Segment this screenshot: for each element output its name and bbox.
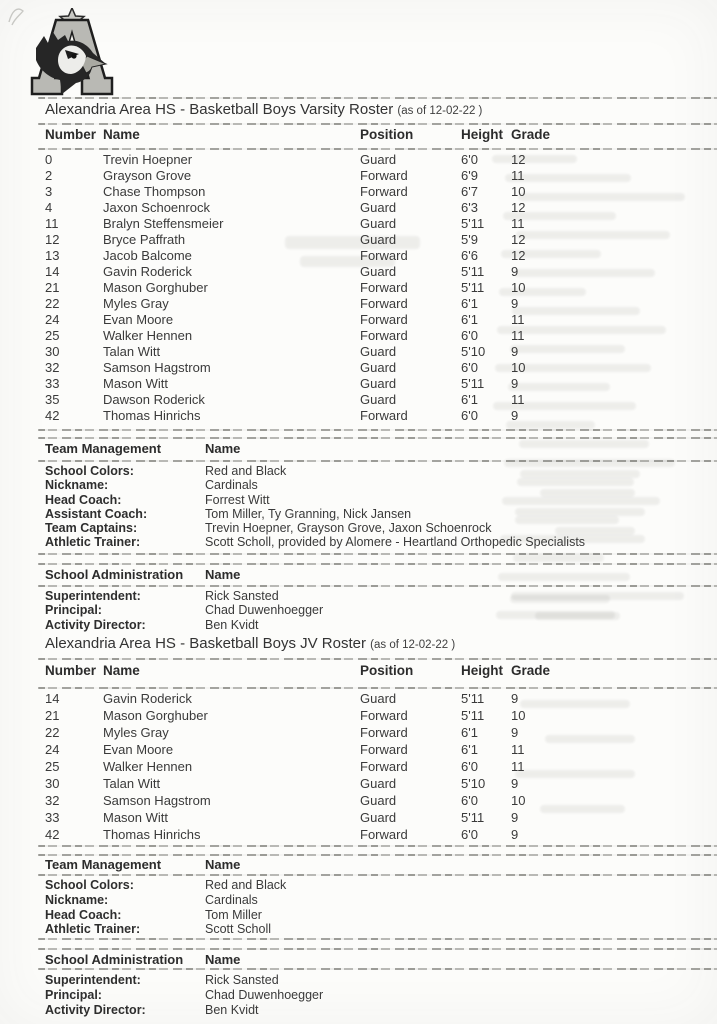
player-height: 5'11 — [461, 691, 485, 706]
bleed-through-line — [540, 489, 635, 497]
player-position: Guard — [360, 360, 397, 375]
player-number: 30 — [45, 344, 60, 359]
column-header-grade: Grade — [511, 663, 551, 678]
player-number: 32 — [45, 360, 60, 375]
player-height: 5'11 — [461, 708, 485, 723]
player-number: 11 — [45, 216, 59, 231]
player-height: 5'10 — [461, 344, 486, 359]
player-position: Forward — [360, 168, 408, 183]
player-height: 5'11 — [461, 280, 485, 295]
player-height: 6'0 — [461, 360, 478, 375]
bleed-through-line — [515, 770, 635, 778]
divider-line — [38, 938, 717, 940]
player-grade: 12 — [511, 248, 526, 263]
player-position: Guard — [360, 200, 397, 215]
info-label: Superintendent: — [45, 973, 141, 987]
player-name: Thomas Hinrichs — [103, 408, 201, 423]
info-value: Forrest Witt — [205, 492, 270, 507]
player-position: Forward — [360, 280, 408, 295]
column-header-height: Height — [461, 127, 503, 142]
player-height: 5'11 — [461, 216, 485, 231]
player-grade: 9 — [511, 296, 519, 311]
info-value: Rick Sansted — [205, 973, 279, 987]
jv-title-text: Alexandria Area HS - Basketball Boys JV Roster — [45, 635, 366, 652]
player-number: 24 — [45, 742, 60, 757]
jv-administration-header — [0, 952, 240, 967]
divider-line — [38, 687, 717, 689]
player-number: 22 — [45, 725, 60, 740]
bleed-through-line — [513, 554, 604, 562]
management-header-name: Name — [205, 857, 241, 872]
player-name: Jaxon Schoenrock — [103, 200, 210, 215]
player-number: 25 — [45, 759, 60, 774]
player-grade: 9 — [511, 827, 519, 842]
player-grade: 10 — [511, 360, 526, 375]
info-label: Activity Director: — [45, 1002, 146, 1017]
player-name: Samson Hagstrom — [103, 360, 211, 375]
jv-management-header — [0, 857, 240, 872]
player-height: 5'10 — [461, 776, 486, 791]
player-number: 25 — [45, 328, 60, 343]
management-header-name: Name — [205, 441, 241, 456]
varsity-as-of-date: (as of 12-02-22 ) — [397, 105, 483, 117]
bleed-through-line — [495, 364, 651, 372]
player-grade: 11 — [511, 392, 525, 407]
bleed-through-line — [510, 345, 625, 353]
administration-header-title: School Administration — [45, 567, 184, 582]
player-position: Guard — [360, 810, 397, 825]
info-value: Chad Duwenhoegger — [205, 987, 324, 1002]
info-row — [0, 893, 717, 908]
player-grade: 10 — [511, 184, 526, 199]
player-name: Mason Witt — [103, 376, 169, 391]
info-value: Chad Duwenhoegger — [205, 603, 324, 618]
player-grade: 9 — [511, 408, 519, 423]
jv-administration-rows — [0, 973, 717, 1017]
player-height: 6'9 — [461, 168, 478, 183]
player-number: 21 — [45, 280, 60, 295]
player-number: 32 — [45, 793, 60, 808]
player-grade: 10 — [511, 708, 526, 723]
administration-header-name: Name — [205, 567, 241, 582]
player-grade: 10 — [511, 280, 526, 295]
player-name: Walker Hennen — [103, 328, 193, 343]
info-value: Ben Kvidt — [205, 1002, 259, 1017]
info-label: Assistant Coach: — [45, 506, 148, 521]
bleed-through-line — [515, 516, 619, 524]
jv-roster-rows — [0, 690, 717, 843]
player-name: Mason Witt — [103, 810, 169, 825]
player-height: 6'0 — [461, 827, 478, 842]
bleed-through-line — [517, 478, 634, 486]
player-name: Dawson Roderick — [103, 392, 205, 407]
info-value: Tom Miller, Ty Granning, Nick Jansen — [205, 506, 412, 521]
bleed-through-line — [515, 508, 645, 516]
varsity-administration-header — [0, 567, 240, 582]
roster-row — [0, 280, 717, 296]
divider-line — [38, 553, 717, 555]
bleed-through-line — [540, 805, 625, 813]
player-number: 30 — [45, 776, 60, 791]
player-number: 42 — [45, 827, 60, 842]
player-number: 2 — [45, 168, 53, 183]
info-label: Athletic Trainer: — [45, 922, 141, 937]
roster-row — [0, 826, 717, 843]
player-position: Forward — [360, 725, 408, 740]
column-header-position: Position — [360, 127, 414, 142]
player-position: Forward — [360, 708, 408, 723]
bleed-through-line — [505, 174, 631, 182]
bleed-through-line — [555, 527, 635, 535]
player-height: 6'0 — [461, 152, 478, 167]
bleed-through-line — [535, 612, 620, 620]
bleed-through-line — [518, 193, 685, 201]
bleed-through-line — [502, 497, 660, 505]
divider-line — [38, 563, 717, 565]
player-grade: 10 — [511, 793, 526, 808]
player-height: 6'0 — [461, 759, 478, 774]
player-name: Trevin Hoepner — [103, 152, 193, 167]
bleed-through-line — [285, 236, 420, 249]
player-number: 21 — [45, 708, 60, 723]
roster-row — [0, 741, 717, 758]
player-name: Gavin Roderick — [103, 691, 192, 706]
player-grade: 11 — [511, 759, 525, 774]
player-grade: 12 — [511, 232, 526, 247]
bleed-through-line — [501, 250, 601, 258]
info-row — [0, 988, 717, 1003]
player-position: Guard — [360, 392, 397, 407]
info-value: Cardinals — [205, 478, 258, 493]
jv-roster-title — [45, 635, 455, 652]
column-header-name: Name — [103, 663, 140, 678]
info-value: Rick Sansted — [205, 589, 279, 603]
player-name: Talan Witt — [103, 344, 161, 359]
info-value: Ben Kvidt — [205, 617, 259, 632]
info-value: Scott Scholl — [205, 922, 272, 937]
player-grade: 11 — [511, 216, 525, 231]
player-name: Samson Hagstrom — [103, 793, 211, 808]
player-position: Forward — [360, 184, 408, 199]
varsity-table-header — [0, 127, 550, 142]
info-label: Nickname: — [45, 892, 109, 907]
info-value: Red and Black — [205, 464, 287, 478]
bleed-through-line — [499, 288, 586, 296]
player-height: 6'3 — [461, 200, 478, 215]
player-number: 12 — [45, 232, 60, 247]
info-value: Trevin Hoepner, Grayson Grove, Jaxon Schoenrock — [205, 521, 492, 536]
player-height: 5'11 — [461, 264, 485, 279]
player-height: 6'6 — [461, 248, 478, 263]
player-grade: 11 — [511, 312, 525, 327]
bleed-through-line — [492, 155, 577, 163]
player-name: Talan Witt — [103, 776, 161, 791]
info-value: Cardinals — [205, 892, 258, 907]
player-number: 0 — [45, 152, 53, 167]
divider-line — [38, 968, 717, 970]
roster-row — [0, 707, 717, 724]
bleed-through-line — [545, 735, 635, 743]
player-height: 6'7 — [461, 184, 478, 199]
player-grade: 9 — [511, 776, 519, 791]
player-grade: 9 — [511, 691, 519, 706]
player-height: 6'1 — [461, 296, 478, 311]
player-height: 5'11 — [461, 376, 485, 391]
bleed-through-line — [516, 231, 670, 239]
management-header-title: Team Management — [45, 857, 162, 872]
player-height: 5'9 — [461, 232, 478, 247]
player-position: Forward — [360, 827, 408, 842]
player-grade: 9 — [511, 344, 519, 359]
administration-header-title: School Administration — [45, 952, 184, 967]
info-label: Activity Director: — [45, 617, 146, 632]
jv-management-rows — [0, 878, 717, 937]
bleed-through-line — [520, 700, 630, 708]
bleed-through-line — [506, 421, 595, 429]
bleed-through-line — [503, 212, 616, 220]
player-name: Evan Moore — [103, 312, 174, 327]
bleed-through-line — [504, 459, 675, 467]
administration-header-name: Name — [205, 952, 241, 967]
info-value: Red and Black — [205, 878, 287, 892]
player-grade: 9 — [511, 264, 519, 279]
player-height: 6'0 — [461, 408, 478, 423]
player-height: 6'0 — [461, 328, 478, 343]
info-label: School Colors: — [45, 878, 134, 892]
player-name: Mason Gorghuber — [103, 708, 208, 723]
player-position: Forward — [360, 408, 408, 423]
bleed-through-line — [300, 256, 395, 267]
info-value: Tom Miller — [205, 907, 262, 922]
player-position: Forward — [360, 759, 408, 774]
player-name: Chase Thompson — [103, 184, 206, 199]
info-row — [0, 908, 717, 923]
info-label: Superintendent: — [45, 589, 141, 603]
player-number: 3 — [45, 184, 53, 199]
column-header-number: Number — [45, 127, 97, 142]
divider-line — [38, 97, 717, 99]
player-position: Guard — [360, 376, 397, 391]
player-name: Mason Gorghuber — [103, 280, 208, 295]
player-height: 6'1 — [461, 725, 478, 740]
player-name: Bralyn Steffensmeier — [103, 216, 224, 231]
player-grade: 11 — [511, 742, 525, 757]
column-header-height: Height — [461, 663, 503, 678]
player-number: 14 — [45, 691, 60, 706]
divider-line — [38, 948, 717, 950]
player-position: Guard — [360, 691, 397, 706]
player-name: Myles Gray — [103, 725, 169, 740]
player-name: Myles Gray — [103, 296, 169, 311]
player-name: Jacob Balcome — [103, 248, 192, 263]
player-position: Guard — [360, 152, 397, 167]
info-label: Head Coach: — [45, 907, 122, 922]
divider-line — [38, 123, 717, 125]
player-number: 33 — [45, 376, 60, 391]
info-row — [0, 1003, 717, 1018]
player-number: 42 — [45, 408, 60, 423]
player-position: Guard — [360, 216, 397, 231]
player-name: Walker Hennen — [103, 759, 193, 774]
player-name: Grayson Grove — [103, 168, 192, 183]
varsity-roster-title — [45, 101, 482, 118]
bleed-through-line — [500, 535, 645, 543]
bleed-through-line — [519, 440, 649, 448]
column-header-position: Position — [360, 663, 414, 678]
player-name: Gavin Roderick — [103, 264, 192, 279]
column-header-grade: Grade — [511, 127, 551, 142]
bleed-through-line — [493, 402, 636, 410]
player-position: Forward — [360, 328, 408, 343]
info-label: Principal: — [45, 603, 102, 618]
info-label: School Colors: — [45, 464, 134, 478]
player-height: 6'0 — [461, 793, 478, 808]
player-grade: 9 — [511, 810, 519, 825]
roster-row — [0, 152, 717, 168]
management-header-title: Team Management — [45, 441, 162, 456]
varsity-title-text: Alexandria Area HS - Basketball Boys Varsity Roster — [45, 101, 394, 118]
jv-as-of-date: (as of 12-02-22 ) — [370, 639, 456, 651]
player-number: 22 — [45, 296, 60, 311]
divider-line — [38, 148, 717, 150]
info-label: Nickname: — [45, 478, 109, 493]
bleed-through-line — [508, 383, 610, 391]
player-name: Bryce Paffrath — [103, 232, 186, 247]
divider-line — [38, 854, 717, 856]
player-position: Forward — [360, 248, 408, 263]
player-number: 24 — [45, 312, 60, 327]
player-number: 33 — [45, 810, 60, 825]
column-header-name: Name — [103, 127, 140, 142]
info-label: Principal: — [45, 987, 102, 1002]
player-number: 13 — [45, 248, 60, 263]
player-height: 6'1 — [461, 742, 478, 757]
bleed-through-line — [514, 269, 655, 277]
divider-line — [38, 658, 717, 660]
cardinals-a-logo — [20, 8, 124, 100]
player-grade: 11 — [511, 168, 525, 183]
info-value: Scott Scholl, provided by Alomere - Heartland Orthopedic Specialists — [205, 535, 586, 550]
info-label: Head Coach: — [45, 492, 122, 507]
player-number: 4 — [45, 200, 53, 215]
divider-line — [38, 429, 717, 431]
bleed-through-line — [497, 326, 666, 334]
player-name: Evan Moore — [103, 742, 174, 757]
player-position: Forward — [360, 742, 408, 757]
player-grade: 12 — [511, 200, 526, 215]
divider-line — [38, 874, 717, 876]
info-row — [0, 922, 717, 937]
player-number: 35 — [45, 392, 60, 407]
player-height: 5'11 — [461, 810, 485, 825]
player-position: Guard — [360, 232, 397, 247]
player-name: Thomas Hinrichs — [103, 827, 201, 842]
player-position: Guard — [360, 344, 397, 359]
bleed-through-line — [520, 470, 640, 478]
player-position: Forward — [360, 312, 408, 327]
player-position: Forward — [360, 296, 408, 311]
column-header-number: Number — [45, 663, 97, 678]
bleed-through-line — [510, 595, 610, 603]
divider-line — [38, 845, 717, 847]
varsity-management-header — [0, 441, 240, 456]
roster-row — [0, 408, 717, 424]
player-position: Guard — [360, 776, 397, 791]
player-grade: 11 — [511, 328, 525, 343]
player-height: 6'1 — [461, 312, 478, 327]
player-grade: 12 — [511, 152, 526, 167]
info-label: Team Captains: — [45, 521, 138, 536]
bleed-through-line — [498, 573, 630, 581]
jv-table-header — [0, 663, 550, 678]
info-label: Athletic Trainer: — [45, 535, 141, 550]
divider-line — [38, 585, 717, 587]
player-number: 14 — [45, 264, 60, 279]
player-grade: 9 — [511, 376, 519, 391]
player-height: 6'1 — [461, 392, 478, 407]
divider-line — [38, 437, 717, 439]
info-row — [0, 878, 717, 893]
player-position: Guard — [360, 793, 397, 808]
info-row — [0, 973, 717, 988]
player-position: Guard — [360, 264, 397, 279]
player-grade: 9 — [511, 725, 519, 740]
bleed-through-line — [512, 307, 640, 315]
